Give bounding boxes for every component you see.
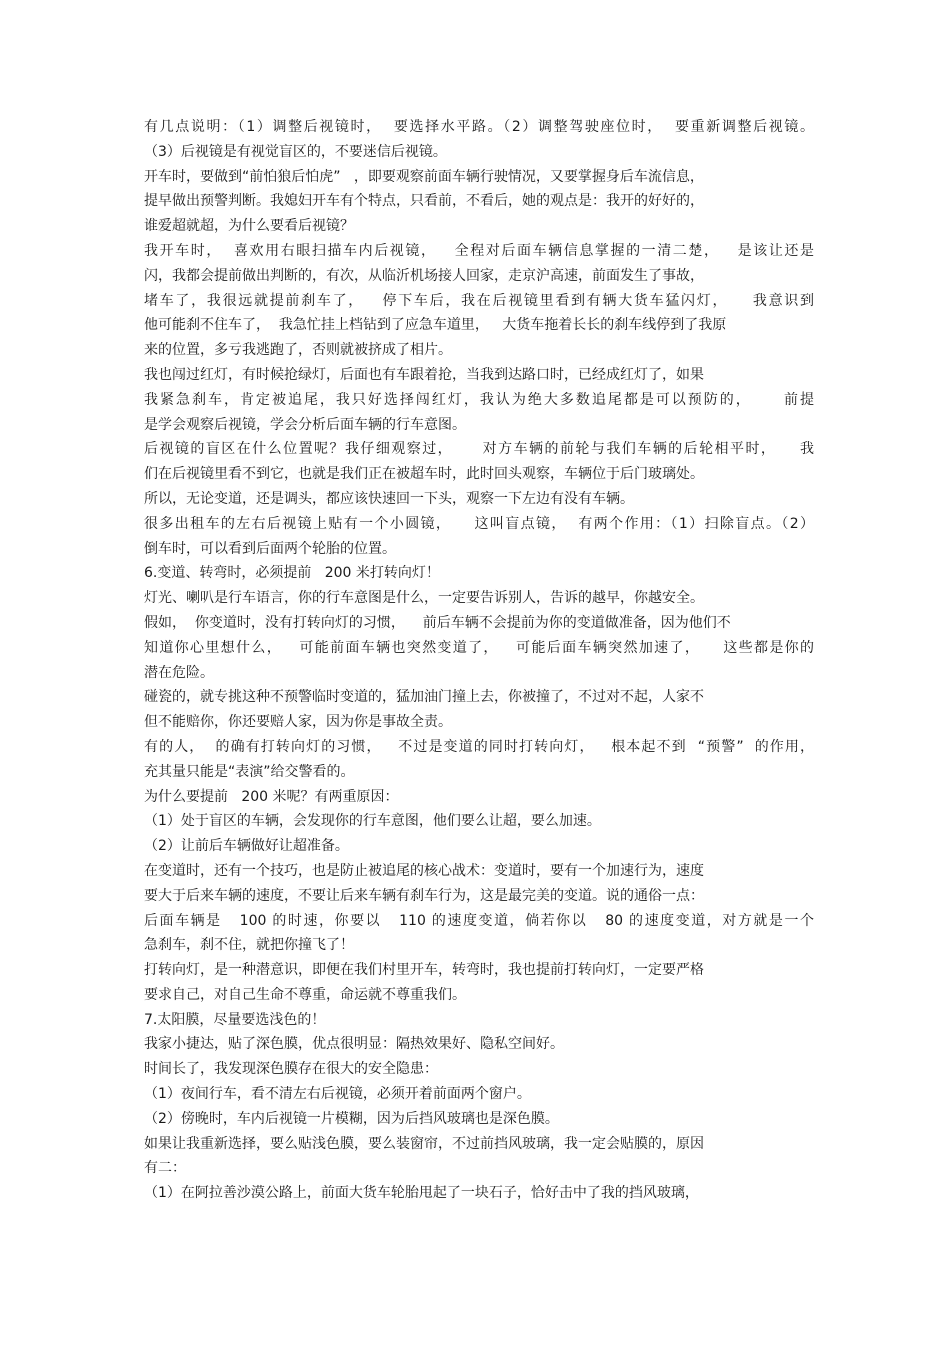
text-line: 时间长了，我发现深色膜存在很大的安全隐患： (144, 1061, 438, 1078)
text-line: 我开车时， 喜欢用右眼扫描车内后视镜， 全程对后面车辆信息掌握的一清二楚， 是该让还是 (144, 242, 814, 259)
text-line: 6.变道、转弯时，必须提前 200 米打转向灯！ (144, 565, 440, 582)
text-line: 有的人， 的确有打转向灯的习惯， 不过是变道的同时打转向灯， 根本起不到 “预警” 的作用， (144, 738, 814, 755)
text-line: 灯光、喇叭是行车语言，你的行车意图是什么，一定要告诉别人，告诉的越早，你越安全。 (144, 590, 704, 607)
text-line: 我家小捷达，贴了深色膜，优点很明显：隔热效果好、隐私空间好。 (144, 1036, 564, 1053)
text-line: 为什么要提前 200 米呢？有两重原因： (144, 788, 399, 805)
text-line: 很多出租车的左右后视镜上贴有一个小圆镜， 这叫盲点镜， 有两个作用：（1）扫除盲点。（2） (144, 515, 814, 532)
text-line: （3）后视镜是有视觉盲区的，不要迷信后视镜。 (144, 143, 447, 160)
text-line: 有几点说明：（1）调整后视镜时， 要选择水平路。（2）调整驾驶座位时， 要重新调整后视镜。 (144, 119, 814, 135)
text-line: 打转向灯，是一种潜意识，即便在我们村里开车，转弯时，我也提前打转向灯，一定要严格 (144, 962, 704, 979)
text-line: 但不能赔你，你还要赔人家，因为你是事故全责。 (144, 714, 452, 731)
text-line: （1）夜间行车，看不清左右后视镜，必须开着前面两个窗户。 (144, 1086, 531, 1103)
text-line: 碰瓷的，就专挑这种不预警临时变道的，猛加油门撞上去，你被撞了，不过对不起，人家不 (144, 689, 704, 706)
document-body (144, 115, 814, 1206)
text-line: 是学会观察后视镜，学会分析后面车辆的行车意图。 (144, 416, 466, 433)
text-line: 潜在危险。 (144, 664, 214, 681)
text-line: 假如， 你变道时，没有打转向灯的习惯， 前后车辆不会提前为你的变道做准备，因为他们不 (144, 614, 731, 631)
text-line: 开车时，要做到“前怕狼后怕虎” ，即要观察前面车辆行驶情况，又要掌握身后车流信息， (144, 168, 704, 185)
text-line: （1）处于盲区的车辆，会发现你的行车意图，他们要么让超，要么加速。 (144, 813, 601, 830)
text-line: 如果让我重新选择，要么贴浅色膜，要么装窗帘，不过前挡风玻璃，我一定会贴膜的，原因 (144, 1135, 704, 1152)
text-line: 提早做出预警判断。我媳妇开车有个特点，只看前，不看后，她的观点是：我开的好好的， (144, 193, 704, 210)
text-line: 谁爱超就超，为什么要看后视镜？ (144, 218, 354, 235)
text-line: 他可能刹不住车了， 我急忙挂上档钻到了应急车道里， 大货车拖着长长的刹车线停到了我原 (144, 317, 727, 334)
text-line: 要大于后来车辆的速度，不要让后来车辆有刹车行为，这是最完美的变道。说的通俗一点： (144, 887, 704, 904)
text-line: 我紧急刹车，肯定被追尾，我只好选择闯红灯，我认为绝大多数追尾都是可以预防的， 前提 (144, 391, 814, 408)
text-line: 充其量只能是“表演”给交警看的。 (144, 763, 355, 780)
text-line: 我也闯过红灯，有时候抢绿灯，后面也有车跟着抢，当我到达路口时，已经成红灯了，如果 (144, 366, 704, 383)
text-line: 有二： (144, 1160, 186, 1177)
text-line: 急刹车，刹不住，就把你撞飞了！ (144, 937, 354, 954)
text-line: 后视镜的盲区在什么位置呢？我仔细观察过， 对方车辆的前轮与我们车辆的后轮相平时， 我 (144, 441, 814, 458)
text-line: 后面车辆是 100 的时速，你要以 110 的速度变道，倘若你以 80 的速度变道，对方就是一个 (144, 912, 814, 929)
text-line: （1）在阿拉善沙漠公路上，前面大货车轮胎甩起了一块石子，恰好击中了我的挡风玻璃， (144, 1185, 699, 1202)
text-line: 闪，我都会提前做出判断的，有次，从临沂机场接人回家，走京沪高速，前面发生了事故， (144, 267, 704, 284)
text-line: （2）让前后车辆做好让超准备。 (144, 838, 349, 855)
text-line: 倒车时，可以看到后面两个轮胎的位置。 (144, 540, 396, 557)
text-line: 堵车了，我很远就提前刹车了， 停下车后，我在后视镜里看到有辆大货车猛闪灯， 我意识到 (144, 292, 814, 309)
text-line: （2）傍晚时，车内后视镜一片模糊，因为后挡风玻璃也是深色膜。 (144, 1110, 559, 1127)
text-line: 7.太阳膜，尽量要选浅色的！ (144, 1011, 326, 1028)
text-line: 来的位置，多亏我逃跑了，否则就被挤成了相片。 (144, 342, 452, 359)
text-line: 知道你心里想什么， 可能前面车辆也突然变道了， 可能后面车辆突然加速了， 这些都是你的 (144, 639, 814, 656)
text-line: 要求自己，对自己生命不尊重，命运就不尊重我们。 (144, 986, 466, 1003)
text-line: 们在后视镜里看不到它，也就是我们正在被超车时，此时回头观察，车辆位于后门玻璃处。 (144, 466, 704, 483)
text-line: 在变道时，还有一个技巧，也是防止被追尾的核心战术：变道时，要有一个加速行为，速度 (144, 862, 704, 879)
text-line: 所以，无论变道，还是调头，都应该快速回一下头，观察一下左边有没有车辆。 (144, 490, 634, 507)
